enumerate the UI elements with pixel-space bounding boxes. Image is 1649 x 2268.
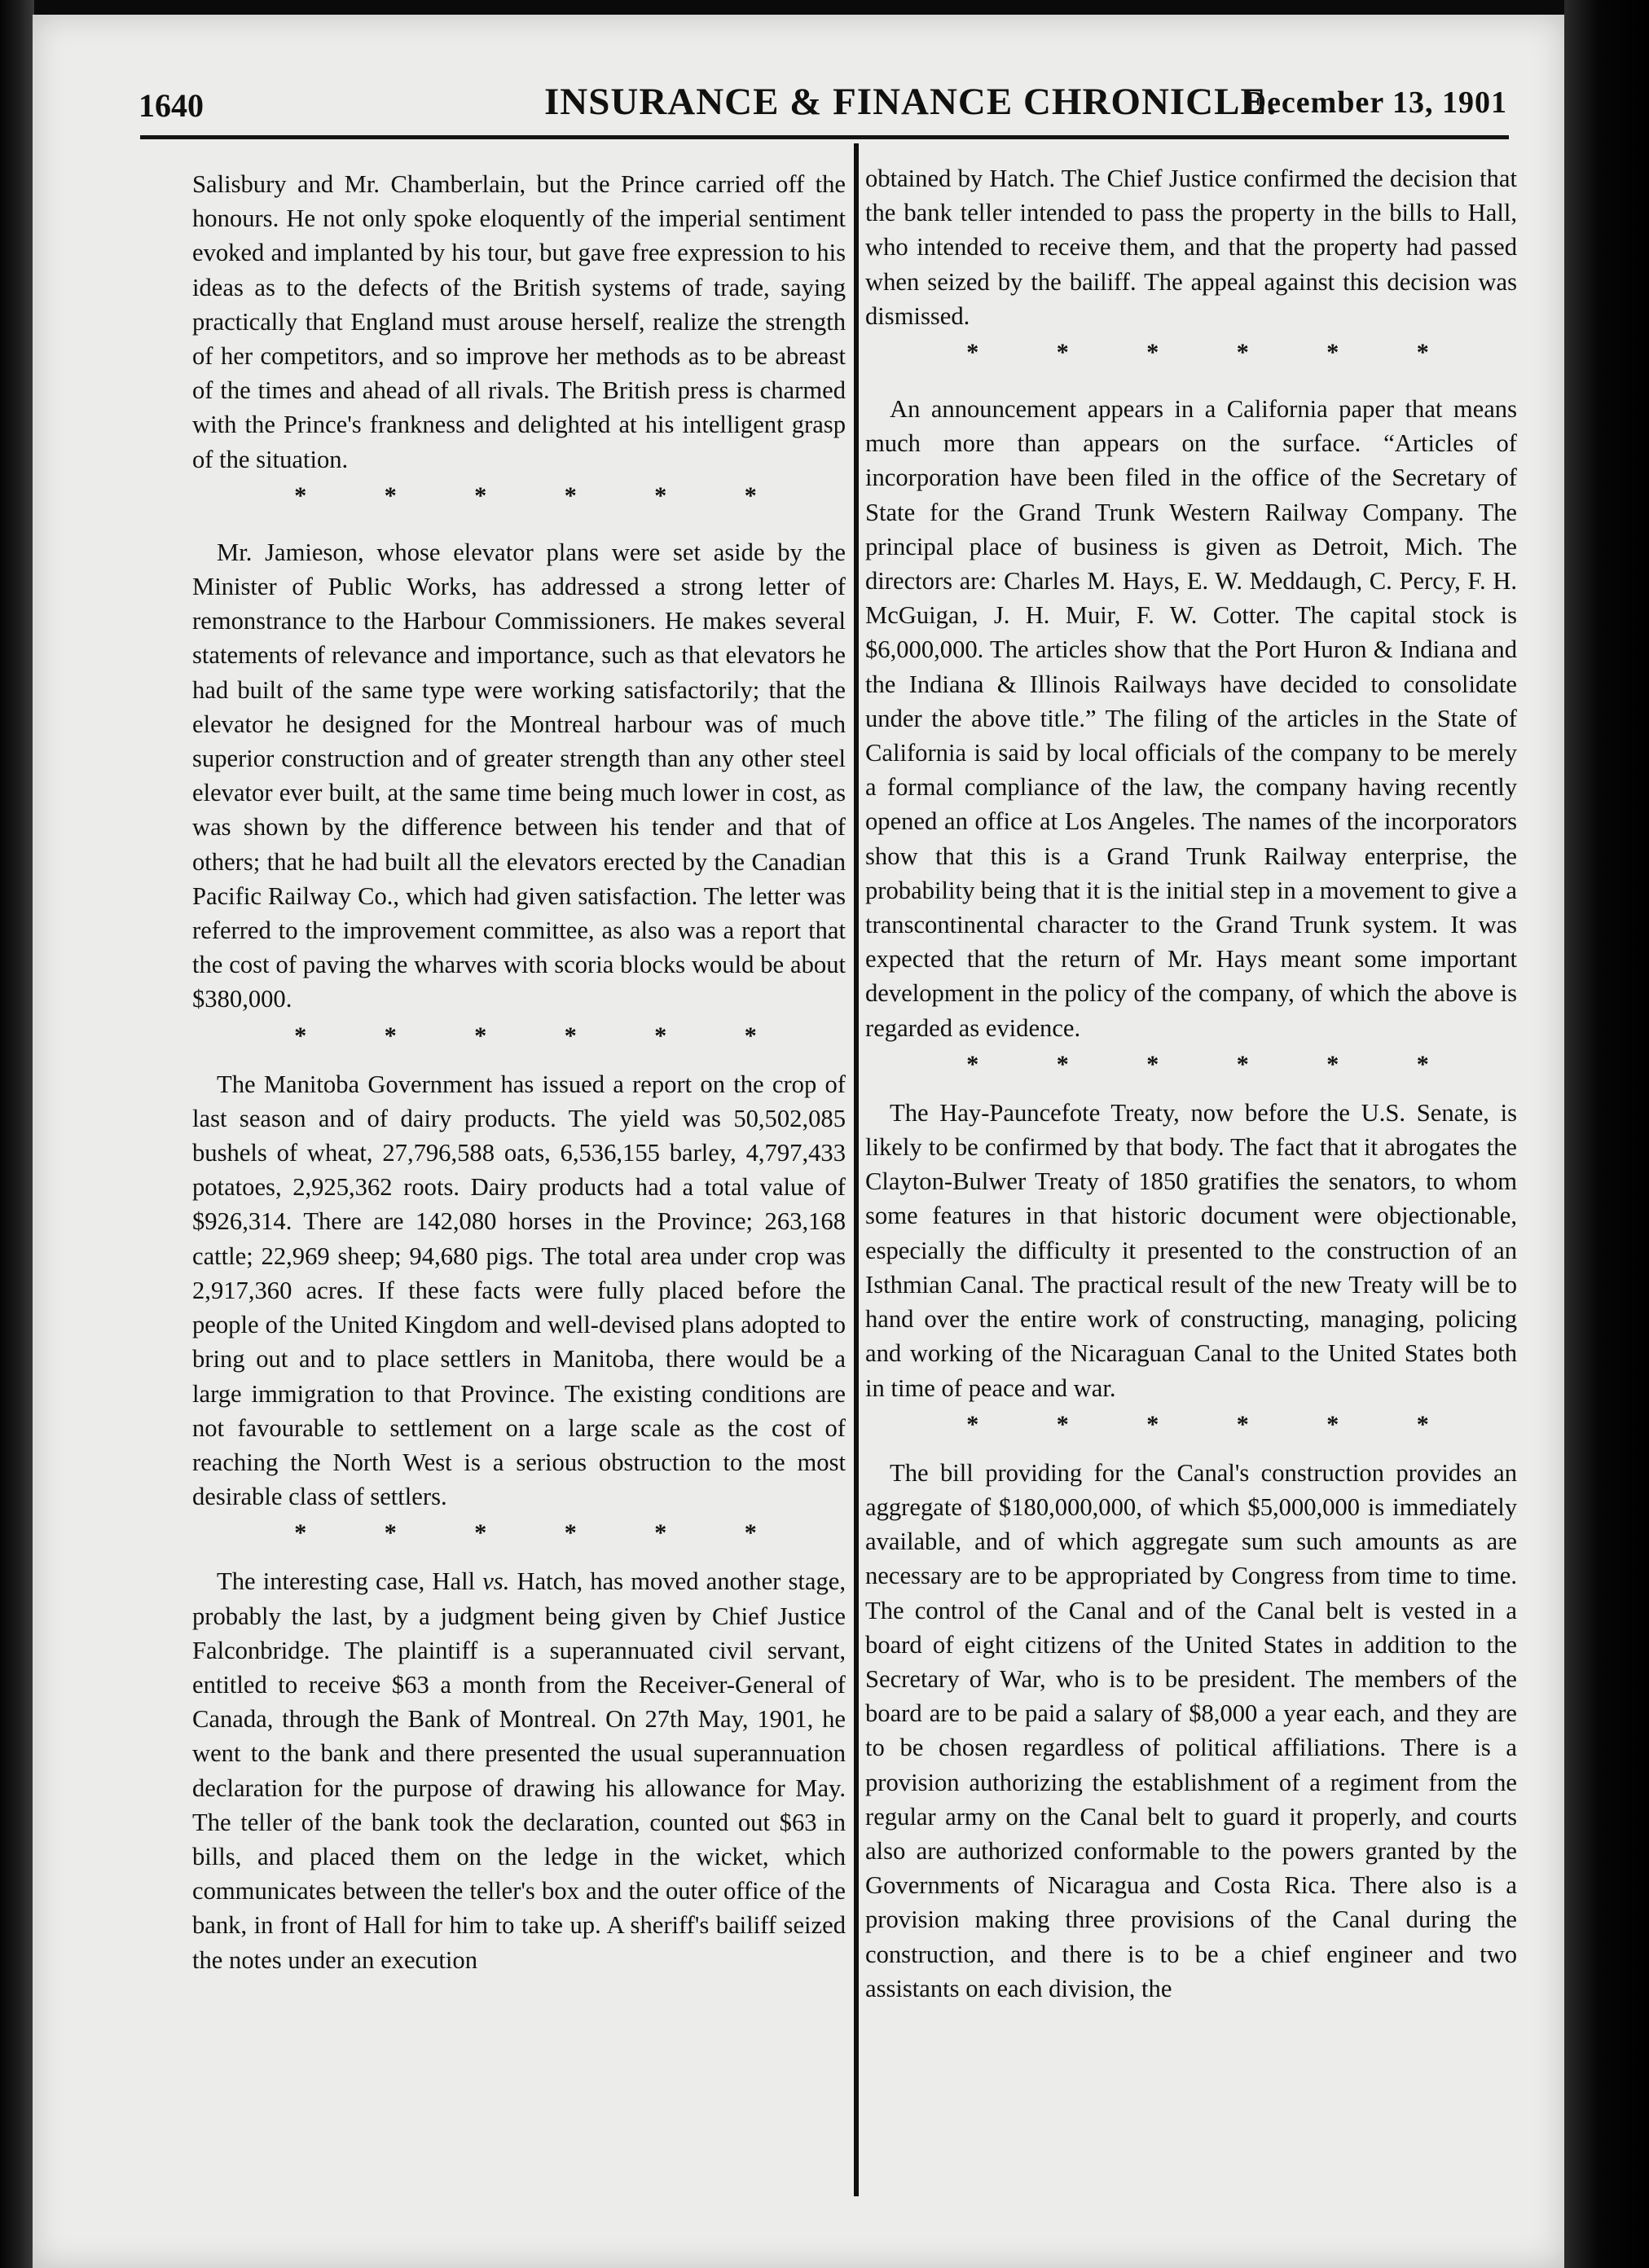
section-separator: * * * * * * — [294, 1519, 793, 1547]
paragraph-prince-speech: Salisbury and Mr. Chamberlain, but the Prince carried off the honours. He not only spoke eloquently of the imperial sentiment evoked and implanted by his tour, but gave free expression to his ideas as to the defects of the British systems of trade, saying practically that England must arouse herself, realize the strength of her competitors, and so improve her methods as to be abreast of the times and ahead of all rivals. The British press is charmed with the Prince's frankness and delighted at his intelligent grasp of the situation. — [192, 170, 846, 473]
section-separator: * * * * * * — [966, 1050, 1465, 1078]
case-versus: vs. — [482, 1567, 510, 1596]
journal-title: INSURANCE & FINANCE CHRONICLE. — [544, 81, 1277, 123]
page-number: 1640 — [139, 87, 204, 124]
case-text-after: Hatch, has moved another stage, probably the last, by a judgment being given by Chief Justice Falconbridge. The plaintiff is a superannuated civil servant, entitled to receive $63 a month from the Receiver-General of Canada, through the Bank of Montreal. On 27th May, 1901, he went to the bank and there presented the usual superannuation declaration for the purpose of drawing his allowance for May. The teller of the bank took the declaration, counted out $63 in bills, and placed them on the ledge in the wicket, which communicates between the teller's box and the outer office of the bank, in front of Hall for him to take up. A sheriff's bailiff seized the notes under an execution — [192, 1567, 846, 1974]
paragraph-jamieson-elevator: Mr. Jamieson, whose elevator plans were set aside by the Minister of Public Works, has addressed a strong letter of remonstrance to the Harbour Commissioners. He makes several statements of relevance and importance, such as that elevators he had built of the same type were working satisfactorily; that the elevator he designed for the Montreal harbour was of much superior construction and of greater strength than any other steel elevator ever built, at the same time being much lower in cost, as was shown by the difference between his tender and that of others; that he had built all the elevators erected by the Canadian Pacific Railway Co., which had given satisfaction. The letter was referred to the improvement committee, as also was a report that the cost of paving the wharves with scoria blocks would be about $380,000. — [192, 538, 846, 1013]
paragraph-hall-vs-hatch — [192, 1564, 846, 1976]
running-header — [139, 75, 1507, 132]
left-column — [192, 167, 846, 1977]
issue-date: December 13, 1901 — [1243, 86, 1507, 120]
section-separator: * * * * * * — [966, 1410, 1465, 1438]
book-spine-shadow — [0, 0, 34, 2268]
column-divider — [854, 143, 859, 2196]
paragraph-hay-pauncefote-treaty: The Hay-Pauncefote Treaty, now before the U.S. Senate, is likely to be confirmed by that body. The fact that it abrogates the Clayton-Bulwer Treaty of 1850 gratifies the senators, to whom some features in that historic document were objectionable, especially the difficulty it presented to the construction of an Isthmian Canal. The practical result of the new Treaty will be to hand over the entire work of constructing, managing, policing and working of the Nicaraguan Canal to the United States both in time of peace and war. — [865, 1098, 1517, 1402]
header-rule — [140, 135, 1509, 139]
paragraph-hatch-judgment: obtained by Hatch. The Chief Justice confirmed the decision that the bank teller intended to pass the property in the bills to Hall, who intended to receive them, and that the property had passed when seized by the bailiff. The appeal against this decision was dismissed. — [865, 165, 1517, 330]
paragraph-manitoba-crop: The Manitoba Government has issued a report on the crop of last season and of dairy products. The yield was 50,502,085 bushels of wheat, 27,796,588 oats, 6,536,155 barley, 4,797,433 potatoes, 2,925,362 roots. Dairy products had a total value of $926,314. There are 142,080 horses in the Province; 263,168 cattle; 22,969 sheep; 94,680 pigs. The total area under crop was 2,917,360 acres. If these facts were fully placed before the people of the United Kingdom and well-devised plans adopted to bring out and to place settlers in Manitoba, there would be a large immigration to that Province. The existing conditions are not favourable to settlement on a large scale as the cost of reaching the North West is a serious obstruction to the most desirable class of settlers. — [192, 1070, 846, 1511]
paragraph-grand-trunk-western: An announcement appears in a California paper that means much more than appears on the surface. “Articles of incorporation have been filed in the office of the Secretary of State for the Grand Trunk Western Railway Company. The principal place of business is given as Detroit, Mich. The directors are: Charles M. Hays, E. W. Meddaugh, C. Percy, F. H. McGuigan, J. H. Muir, F. W. Cotter. The capital stock is $6,000,000. The articles show that the Port Huron & Indiana and the Indiana & Illinois Railways have decided to consolidate under the above title.” The filing of the articles in the State of California is said by local officials of the company to be merely a formal compliance of the law, the company having recently opened an office at Los Angeles. The names of the incorporators show that this is a Grand Trunk Railway enterprise, the probability being that it is the initial step in a movement to give a transcontinental character to the Grand Trunk system. It was expected that the return of Mr. Hays meant some important development in the policy of the company, of which the above is regarded as evidence. — [865, 395, 1517, 1042]
case-text-before: The interesting case, Hall — [217, 1567, 483, 1596]
section-separator: * * * * * * — [294, 1022, 793, 1049]
right-column — [865, 161, 1517, 2006]
section-separator: * * * * * * — [966, 339, 1465, 367]
paragraph-canal-bill: The bill providing for the Canal's construction provides an aggregate of $180,000,000, of which $5,000,000 is immediately available, and of which aggregate sum such amounts as are necessary are to be appropriated by Congress from time to time. The control of the Canal and of the Canal belt is vested in a board of eight citizens of the United States in addition to the Secretary of War, who is to be president. The members of the board are to be paid a salary of $8,000 a year each, and they are to be chosen regardless of political affiliations. There is a provision authorizing the establishment of a regiment from the regular army on the Canal belt to guard it properly, and courts also are authorized conformable to the powers granted by the Governments of Nicaragua and Costa Rica. There also is a provision making three provisions of the Canal during the construction, and there is to be a chief engineer and two assistants on each division, the — [865, 1458, 1517, 2002]
section-separator: * * * * * * — [294, 481, 793, 509]
page-edge-shadow — [1564, 0, 1649, 2268]
